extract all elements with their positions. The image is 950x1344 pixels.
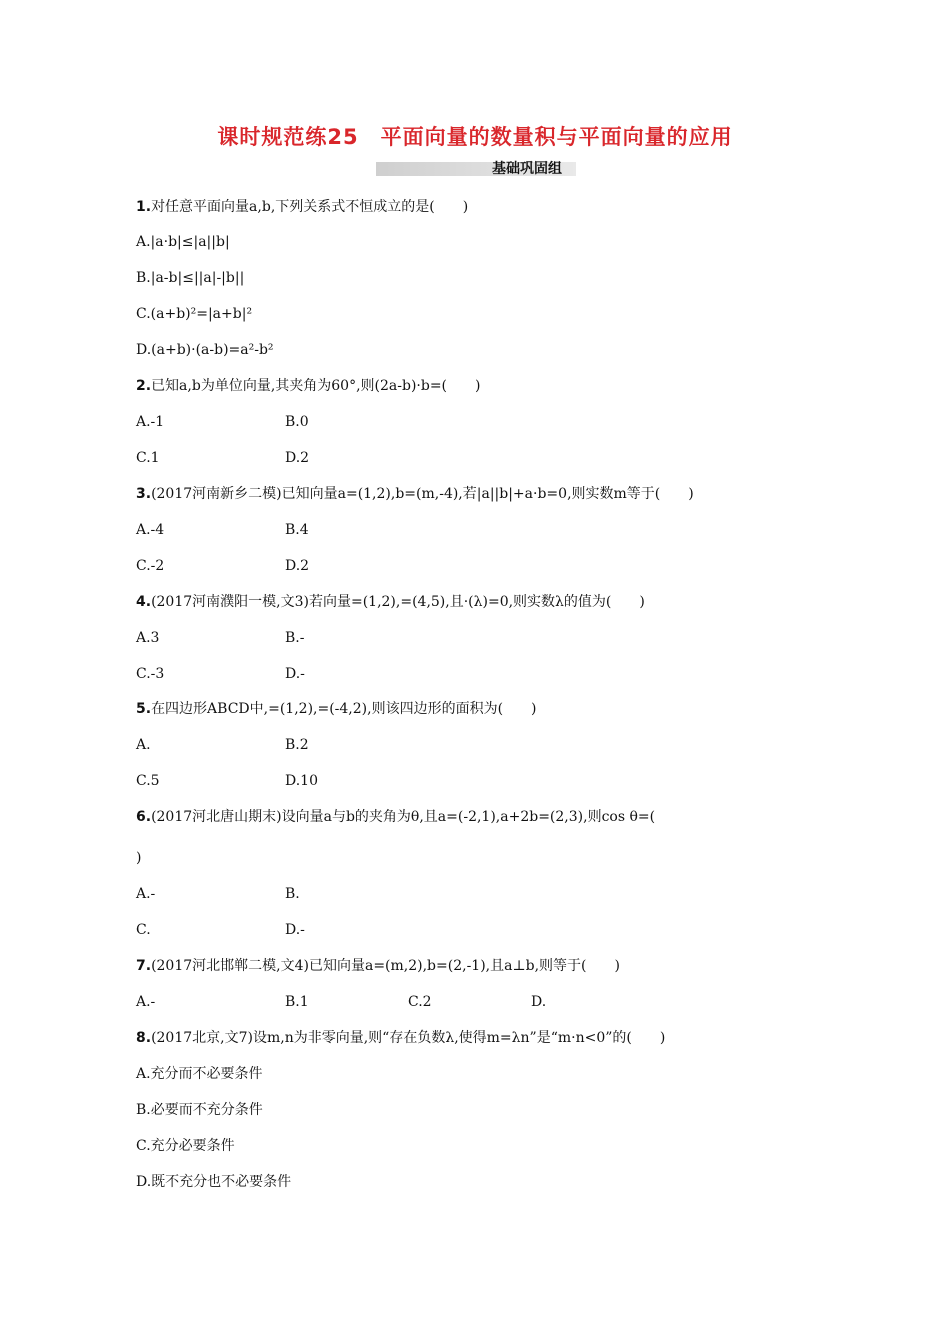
q3-option-c: C.-2 <box>136 558 165 574</box>
q7-option-c: C.2 <box>408 994 432 1010</box>
q1-option-a: A.|a·b|≤|a||b| <box>136 234 230 250</box>
question-3: 3.(2017河南新乡二模)已知向量a=(1,2),b=(m,-4),若|a||b|+a·b=0,则实数m等于( ) <box>136 486 694 502</box>
q5-option-b: B.2 <box>285 737 309 753</box>
question-2: 2.已知a,b为单位向量,其夹角为60°,则(2a-b)·b=( ) <box>136 378 481 394</box>
q4-option-a: A.3 <box>136 630 160 646</box>
q2-option-a: A.-1 <box>136 414 165 430</box>
q3-option-b: B.4 <box>285 522 309 538</box>
q4-option-d: D.- <box>285 666 305 682</box>
q2-option-b: B.0 <box>285 414 309 430</box>
q7-option-b: B.1 <box>285 994 309 1010</box>
q3-option-d: D.2 <box>285 558 310 574</box>
q6-option-a: A.- <box>136 886 156 902</box>
q5-option-a: A. <box>136 737 151 753</box>
q8-option-a: A.充分而不必要条件 <box>136 1066 263 1082</box>
q8-option-c: C.充分必要条件 <box>136 1138 235 1154</box>
question-5: 5.在四边形ABCD中,=(1,2),=(-4,2),则该四边形的面积为( ) <box>136 701 537 717</box>
q6-option-c: C. <box>136 922 151 938</box>
question-6: 6.(2017河北唐山期末)设向量a与b的夹角为θ,且a=(-2,1),a+2b=(2,3),则cos θ=( <box>136 809 656 825</box>
q7-option-d: D. <box>531 994 547 1010</box>
q8-option-b: B.必要而不充分条件 <box>136 1102 263 1118</box>
q1-option-d: D.(a+b)·(a-b)=a²-b² <box>136 342 274 358</box>
q1-option-c: C.(a+b)²=|a+b|² <box>136 306 253 322</box>
q8-option-d: D.既不充分也不必要条件 <box>136 1174 292 1190</box>
q7-option-a: A.- <box>136 994 156 1010</box>
q2-option-d: D.2 <box>285 450 310 466</box>
question-4: 4.(2017河南濮阳一模,文3)若向量=(1,2),=(4,5),且·(λ)=0,则实数λ的值为( ) <box>136 594 645 610</box>
section-label: 基础巩固组 <box>492 161 562 177</box>
q1-option-b: B.|a-b|≤||a|-|b|| <box>136 270 245 286</box>
q5-option-d: D.10 <box>285 773 318 789</box>
q6-option-b: B. <box>285 886 300 902</box>
question-8: 8.(2017北京,文7)设m,n为非零向量,则“存在负数λ,使得m=λn”是“m·n<0”的( ) <box>136 1030 666 1046</box>
question-6-cont: ) <box>136 850 142 866</box>
q5-option-c: C.5 <box>136 773 160 789</box>
q6-option-d: D.- <box>285 922 305 938</box>
q4-option-b: B.- <box>285 630 305 646</box>
question-1: 1.对任意平面向量a,b,下列关系式不恒成立的是( ) <box>136 199 469 215</box>
page-title: 课时规范练25 平面向量的数量积与平面向量的应用 <box>217 125 733 149</box>
q3-option-a: A.-4 <box>136 522 165 538</box>
q2-option-c: C.1 <box>136 450 160 466</box>
q4-option-c: C.-3 <box>136 666 165 682</box>
question-7: 7.(2017河北邯郸二模,文4)已知向量a=(m,2),b=(2,-1),且a⊥b,则等于( ) <box>136 958 620 974</box>
